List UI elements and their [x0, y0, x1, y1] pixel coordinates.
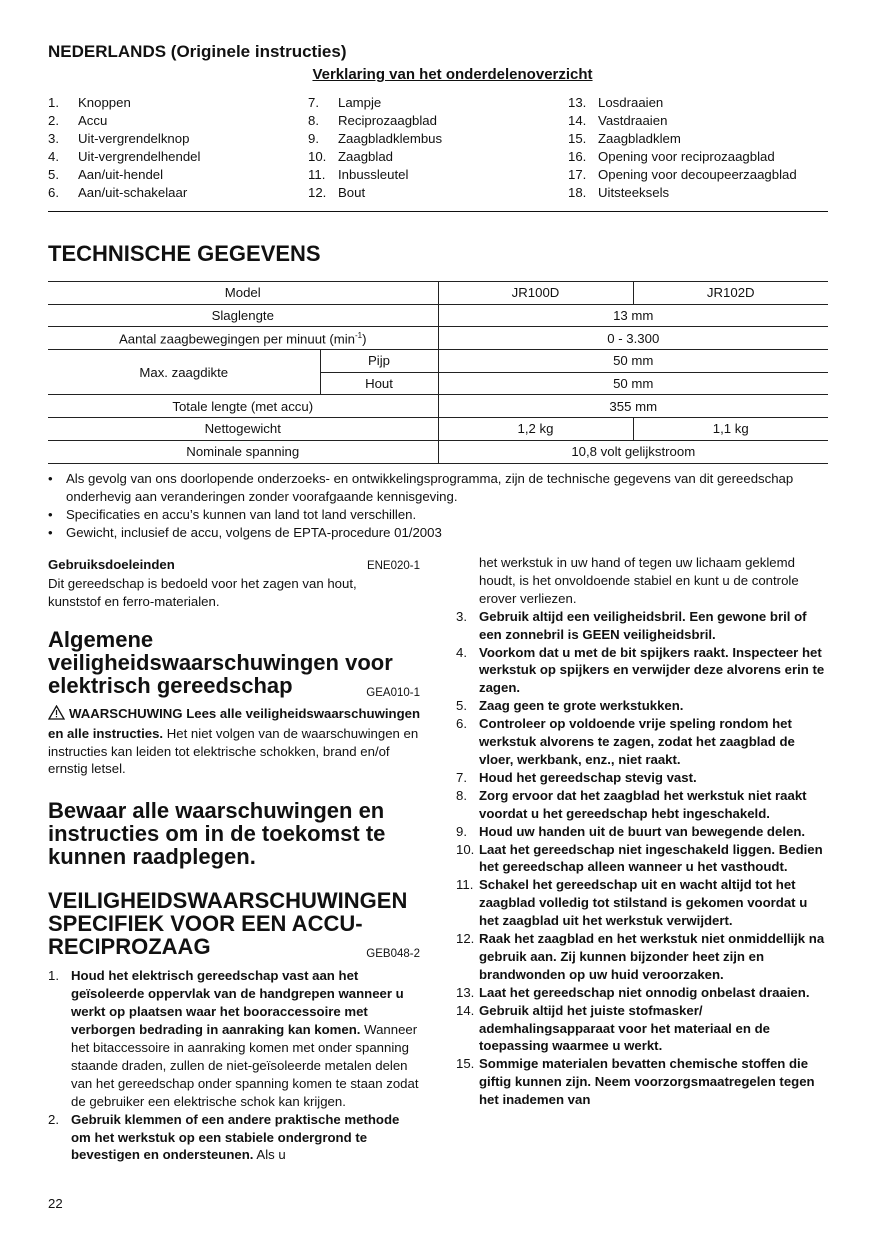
item-number: 15.	[456, 1056, 475, 1072]
part-label: Reciprozaagblad	[338, 112, 437, 128]
part-number: 11.	[308, 166, 326, 182]
part-label: Uit-vergrendelknop	[78, 130, 190, 146]
spec-label: Nettogewicht	[48, 418, 438, 441]
list-item	[48, 112, 308, 130]
list-item	[456, 876, 828, 930]
spec-value: 13 mm	[438, 304, 828, 327]
table-row	[48, 395, 828, 418]
note-text: Specificaties en accu’s kunnen van land tot land verschillen.	[66, 507, 417, 522]
list-item	[456, 715, 828, 769]
spec-label: Nominale spanning	[48, 440, 438, 463]
table-row	[48, 304, 828, 327]
item-bold-text: Houd uw handen uit de buurt van bewegende delen.	[479, 823, 806, 839]
item-bold-text: Schakel het gereedschap uit en wacht altijd tot het zaagblad volledig tot stilstand is gekomen voordat u het zaagblad uit het werkstuk verwijdert.	[479, 877, 808, 929]
general-warnings-title: Algemene veiligheidswaarschuwingen voor elektrisch gereedschap	[48, 626, 393, 698]
part-number: 17.	[568, 166, 587, 182]
item-body	[479, 715, 828, 769]
list-item	[456, 787, 828, 823]
spec-value: 0 - 3.300	[438, 327, 828, 350]
bullet-icon: •	[48, 471, 53, 486]
spec-value: 1,1 kg	[633, 418, 828, 441]
keep-instructions-heading: Bewaar alle waarschuwingen en instructies om in de toekomst te kunnen raadplegen.	[48, 798, 386, 870]
spec-value: 10,8 volt gelijkstroom	[438, 440, 828, 463]
list-item	[308, 130, 568, 148]
item-bold-text: Gebruik klemmen of een andere praktische methode om het werkstuk op een stabiele ondergrond te bevestigen en ondersteunen.	[71, 1111, 400, 1163]
item-number: 8.	[456, 787, 467, 803]
list-item	[48, 470, 828, 506]
table-row	[48, 440, 828, 463]
usage-heading	[48, 556, 420, 574]
list-item	[308, 148, 568, 166]
item-body	[479, 841, 828, 877]
item-number: 12.	[456, 931, 475, 947]
part-label: Accu	[78, 112, 108, 128]
list-item	[48, 184, 308, 202]
list-item	[308, 112, 568, 130]
list-item	[308, 184, 568, 202]
item-body	[71, 967, 420, 1110]
warning-paragraph	[48, 705, 420, 779]
item-text: Wanneer het bitaccessoire in aanraking komen met onder spanning staande draden, zullen de niet-geïsoleerde metalen delen van het gereedschap onder spanning komen te staan zodat de gebruiker een elektrische schok kan krijgen.	[71, 1022, 419, 1109]
item-body	[71, 1111, 420, 1165]
item-number: 9.	[456, 823, 467, 839]
list-item	[568, 166, 828, 184]
spec-value: 355 mm	[438, 395, 828, 418]
item-body	[479, 876, 828, 930]
list-item	[456, 1055, 828, 1109]
usage-text: Dit gereedschap is bedoeld voor het zagen van hout, kunststof en ferro-materialen.	[48, 575, 357, 609]
part-label: Zaagbladklem	[598, 130, 681, 146]
part-label: Lampje	[338, 95, 382, 110]
item-body	[479, 644, 828, 698]
part-label: Aan/uit-schakelaar	[78, 184, 188, 200]
bullet-icon: •	[48, 525, 53, 540]
list-item	[48, 148, 308, 166]
list-item	[568, 148, 828, 166]
item-body	[479, 608, 828, 644]
part-number: 16.	[568, 148, 587, 164]
table-row	[48, 418, 828, 441]
spec-label: Model	[48, 282, 438, 305]
list-item	[48, 94, 308, 112]
specific-warnings-heading	[48, 888, 420, 961]
part-label: Vastdraaien	[598, 112, 668, 128]
spec-sublabel: Pijp	[320, 350, 438, 373]
part-number: 2.	[48, 112, 59, 128]
list-item	[568, 130, 828, 148]
spec-value: JR100D	[438, 282, 633, 305]
part-number: 13.	[568, 95, 587, 110]
spec-label: Max. zaagdikte	[48, 350, 320, 395]
part-number: 5.	[48, 166, 59, 182]
item-number: 11.	[456, 877, 474, 893]
continued-text: het werkstuk in uw hand of tegen uw lichaam geklemd houdt, is het onvoldoende stabiel en kunt u de controle erover verliezen.	[479, 555, 799, 606]
part-label: Inbussleutel	[338, 166, 409, 182]
item-number: 7.	[456, 769, 467, 785]
spec-value: 50 mm	[438, 350, 828, 373]
list-item	[456, 930, 828, 984]
item-number: 4.	[456, 644, 467, 660]
item-body	[479, 823, 805, 841]
list-item	[456, 841, 828, 877]
spec-label-text: Aantal zaagbewegingen per minuut (min	[118, 330, 356, 346]
warning-bold-text: WAARSCHUWING Lees alle veiligheidswaarschuwingen en alle instructies.	[48, 705, 421, 741]
spec-value: JR102D	[633, 282, 828, 305]
list-item	[308, 94, 568, 112]
part-label: Zaagblad	[338, 148, 393, 164]
list-item	[48, 967, 420, 1110]
specific-warnings-list-continued	[456, 608, 828, 1109]
item-bold-text: Raak het zaagblad en het werkstuk niet onmiddellijk na gebruik aan. Zij kunnen bijzonder heet zijn en brandwonden op uw huid veroorzaken.	[479, 931, 825, 982]
part-number: 6.	[48, 184, 59, 200]
general-warnings-heading	[48, 628, 420, 697]
part-number: 4.	[48, 148, 59, 164]
item-number: 3.	[456, 608, 467, 624]
part-number: 15.	[568, 130, 587, 146]
list-item	[48, 524, 828, 542]
part-number: 3.	[48, 130, 59, 146]
list-item	[48, 1111, 420, 1165]
item-number: 13.	[456, 984, 475, 1000]
list-item	[48, 130, 308, 148]
list-item	[456, 823, 828, 841]
list-item	[568, 112, 828, 130]
item-bold-text: Zorg ervoor dat het zaagblad het werkstuk niet raakt voordat u het gereedschap hebt ingeschakeld.	[479, 787, 807, 821]
specs-title: TECHNISCHE GEGEVENS	[48, 241, 321, 266]
table-row	[48, 327, 828, 350]
item-number: 10.	[456, 841, 475, 857]
part-label: Opening voor reciprozaagblad	[598, 148, 775, 164]
item-body	[479, 984, 809, 1002]
part-number: 8.	[308, 112, 319, 128]
bullet-icon: •	[48, 507, 53, 522]
document-language-title: NEDERLANDS (Originele instructies)	[48, 42, 347, 61]
item-bold-text: Voorkom dat u met de bit spijkers raakt. Inspecteer het werkstuk op spijkers en verwijder deze alvorens erin te zagen.	[479, 644, 825, 696]
spec-label: Slaglengte	[48, 304, 438, 327]
item-body	[479, 1002, 828, 1056]
part-label: Aan/uit-hendel	[78, 166, 164, 182]
parts-column-3	[568, 94, 828, 201]
list-item	[456, 1002, 828, 1056]
note-text: Als gevolg van ons doorlopende onderzoeks- en ontwikkelingsprogramma, zijn de technische gegevens van dit gereedschap onderhevig aan veranderingen zonder voorafgaande kennisgeving.	[66, 471, 794, 504]
part-number: 14.	[568, 112, 587, 128]
specific-warnings-code: GEB048-2	[366, 948, 420, 961]
list-item	[456, 984, 828, 1002]
divider	[48, 211, 828, 212]
warning-text: Het niet volgen van de waarschuwingen en instructies kan leiden tot elektrische schokken, brand en/of ernstig letsel.	[48, 725, 419, 777]
list-item	[456, 644, 828, 698]
item-bold-text: Gebruik altijd het juiste stofmasker/ ademhalingsapparaat voor het materiaal en de toepassing waarmee u werkt.	[479, 1002, 770, 1054]
item-number: 6.	[456, 716, 467, 732]
part-label: Zaagbladklembus	[338, 130, 443, 146]
table-row	[48, 282, 828, 305]
list-item	[568, 94, 828, 112]
item-bold-text: Zaag geen te grote werkstukken.	[479, 698, 684, 714]
usage-title: Gebruiksdoeleinden	[48, 557, 175, 572]
item-number: 14.	[456, 1002, 475, 1018]
list-item	[48, 166, 308, 184]
part-number: 7.	[308, 95, 319, 110]
parts-column-2	[308, 94, 568, 201]
list-item	[568, 184, 828, 202]
item-text: Als u	[253, 1147, 286, 1163]
spec-value: 1,2 kg	[438, 418, 633, 441]
spec-label-close: )	[362, 330, 367, 346]
part-number: 10.	[308, 148, 327, 164]
part-label: Losdraaien	[598, 95, 664, 110]
item-bold-text: Sommige materialen bevatten chemische stoffen die giftig kunnen zijn. Neem voorzorgsmaatregelen tegen het inademen van	[479, 1056, 815, 1108]
spec-label: Totale lengte (met accu)	[48, 395, 438, 418]
item-number: 1.	[48, 968, 59, 984]
list-item	[308, 166, 568, 184]
spec-value: 50 mm	[438, 372, 828, 395]
item-number: 2.	[48, 1111, 59, 1127]
spec-label-sup: -1	[355, 330, 363, 340]
item-bold-text: Houd het gereedschap stevig vast.	[479, 769, 697, 785]
item-body	[479, 787, 828, 823]
item-body	[479, 697, 683, 715]
part-number: 9.	[308, 130, 319, 146]
note-text: Gewicht, inclusief de accu, volgens de EPTA-procedure 01/2003	[66, 525, 442, 540]
specific-warnings-title: VEILIGHEIDSWAARSCHUWINGEN SPECIFIEK VOOR EEN ACCU-RECIPROZAAG	[48, 888, 408, 960]
spec-label	[48, 327, 438, 350]
part-label: Knoppen	[78, 95, 131, 110]
parts-column-1	[48, 94, 308, 201]
page-number: 22	[48, 1196, 63, 1211]
table-row	[48, 350, 828, 373]
parts-overview-title: Verklaring van het onderdelenoverzicht	[312, 66, 593, 83]
item-bold-text: Houd het elektrisch gereedschap vast aan het geïsoleerde oppervlak van de handgrepen wanneer u werkt op plaatsen waar het booraccessoire met verborgen bedrading in aanraking kan komen.	[71, 968, 404, 1038]
item-bold-text: Laat het gereedschap niet onnodig onbelast draaien.	[479, 984, 810, 1000]
usage-code: ENE020-1	[366, 560, 420, 572]
item-bold-text: Gebruik altijd een veiligheidsbril. Een gewone bril of een zonnebril is GEEN veiligheidsbril.	[479, 608, 807, 642]
list-item	[456, 608, 828, 644]
item-body	[479, 930, 828, 984]
item-body	[479, 1055, 828, 1109]
item-body	[479, 769, 697, 787]
part-label: Uit-vergrendelhendel	[78, 148, 201, 164]
general-warnings-code: GEA010-1	[366, 686, 420, 699]
spec-notes	[48, 470, 828, 542]
part-number: 18.	[568, 184, 587, 200]
item-bold-text: Controleer op voldoende vrije speling rondom het werkstuk alvorens te zagen, zodat het zaagblad de vloer, werkbank, enz., niet raakt.	[479, 716, 795, 767]
specific-warnings-list	[48, 967, 420, 1164]
part-label: Opening voor decoupeerzaagblad	[598, 166, 797, 182]
part-label: Uitsteeksels	[598, 184, 670, 200]
right-column	[456, 554, 828, 1109]
specs-table	[48, 281, 828, 464]
list-item	[48, 506, 828, 524]
list-item	[456, 697, 828, 715]
parts-list	[48, 94, 828, 201]
part-number: 1.	[48, 95, 59, 110]
left-column	[48, 556, 420, 1164]
part-number: 12.	[308, 184, 327, 200]
list-item	[456, 769, 828, 787]
spec-sublabel: Hout	[320, 372, 438, 395]
warning-icon	[48, 705, 65, 725]
item-bold-text: Laat het gereedschap niet ingeschakeld liggen. Bedien het gereedschap alleen wanneer u het vasthoudt.	[479, 841, 823, 875]
item-number: 5.	[456, 698, 467, 714]
part-label: Bout	[338, 184, 366, 200]
